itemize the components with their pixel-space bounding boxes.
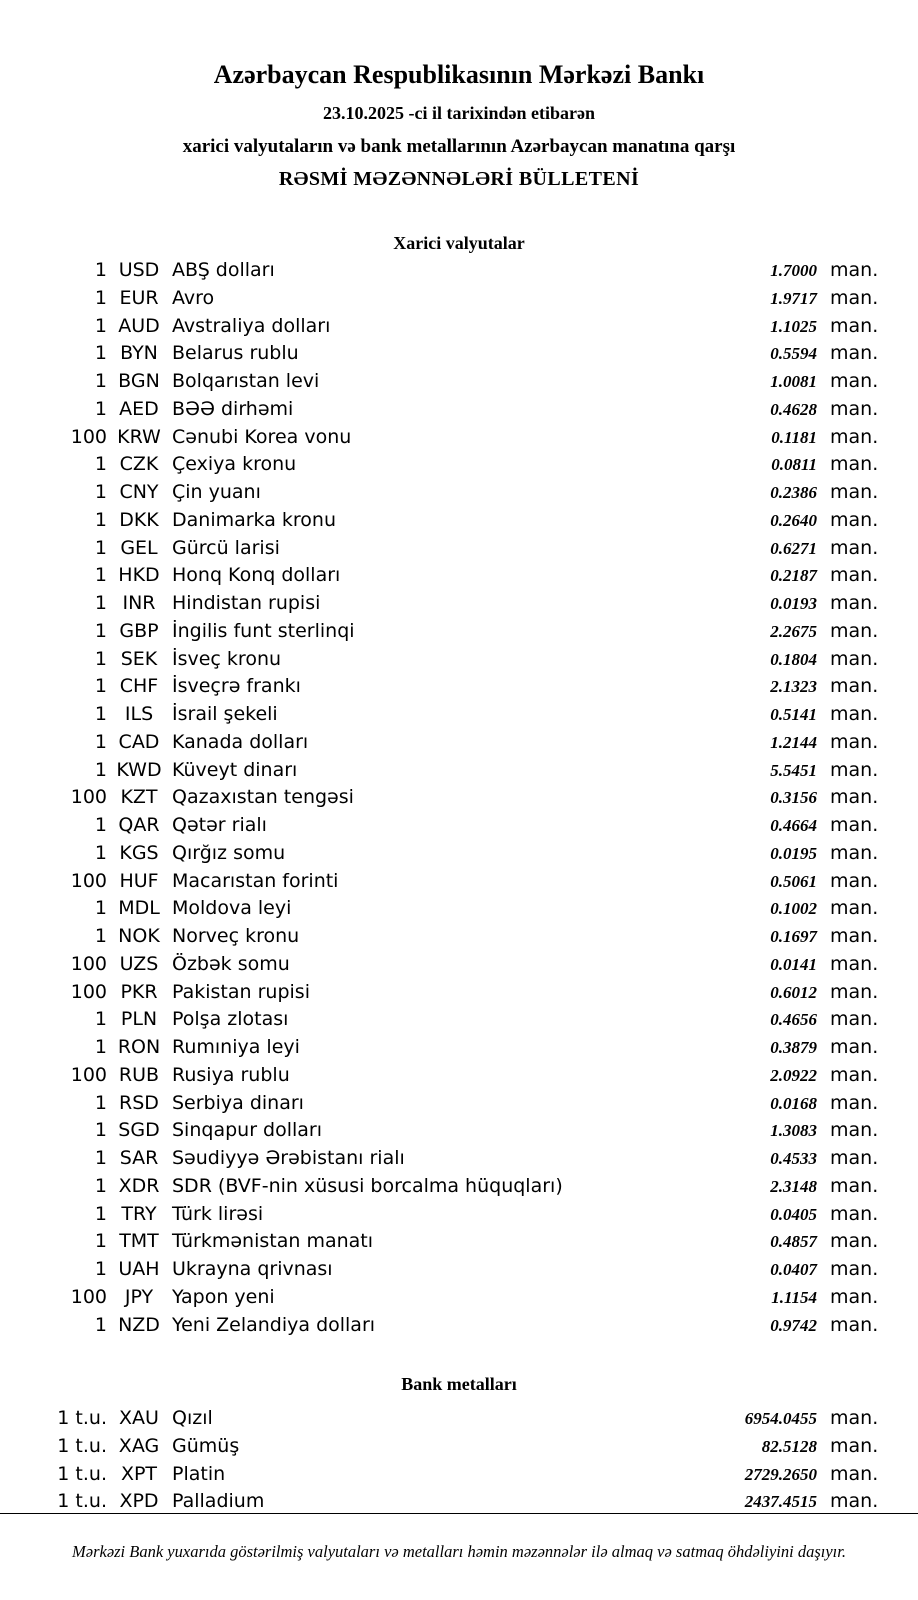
currency-name-cell: Rumıniya leyi [172, 1036, 300, 1058]
currency-name-cell: Rusiya rublu [172, 1063, 290, 1086]
rate-row [0, 618, 918, 646]
currency-name-cell: BƏƏ dirhəmi [172, 397, 294, 420]
rate-value-cell: 0.0405 [770, 1204, 817, 1224]
rate-value-cell: 1.0081 [770, 372, 817, 391]
unit-suffix-cell: man. [830, 453, 879, 476]
currency-code-cell: AED [119, 397, 159, 420]
quantity-cell: 1 [94, 453, 107, 476]
rate-value-cell: 1.9717 [770, 288, 817, 308]
quantity-cell: 1 [94, 1091, 107, 1114]
currency-code-cell: MDL [118, 897, 160, 920]
quantity-cell: 1 [94, 286, 107, 309]
rate-value-cell: 1.3083 [770, 1121, 817, 1141]
unit-suffix-cell: man. [830, 1285, 879, 1308]
currency-code-cell: DKK [119, 508, 159, 531]
currency-code-cell: QAR [118, 814, 160, 836]
quantity-cell: 1 [94, 925, 107, 947]
rate-value-cell: 0.0195 [770, 843, 817, 863]
unit-suffix-cell: man. [830, 869, 879, 892]
unit-suffix-cell: man. [830, 1258, 879, 1280]
currency-name-cell: Avro [172, 286, 215, 309]
currency-name-cell: SDR (BVF-nin xüsusi borcalma hüquqları) [172, 1174, 563, 1197]
currency-code-cell: KWD [116, 758, 162, 781]
quantity-cell: 1 [94, 1036, 107, 1058]
currency-code-cell: SAR [119, 1147, 159, 1169]
currency-name-cell: Avstraliya dolları [172, 314, 331, 337]
currency-code-cell: XDR [118, 1174, 160, 1197]
currency-name-cell: Çin yuanı [172, 481, 261, 503]
rate-row [0, 396, 918, 424]
currency-code-cell: KRW [117, 425, 161, 448]
rate-value-cell: 0.3879 [770, 1038, 817, 1057]
currency-name-cell: Belarus rublu [172, 342, 299, 365]
rate-row [0, 757, 918, 785]
rate-row [0, 590, 918, 618]
rate-row [0, 979, 918, 1007]
quantity-cell: 100 [70, 1063, 107, 1086]
rate-row [0, 729, 918, 757]
quantity-cell: 100 [70, 869, 107, 892]
unit-suffix-cell: man. [830, 758, 879, 781]
currency-name-cell: İsveç kronu [172, 647, 282, 670]
rate-value-cell: 1.1025 [770, 316, 817, 336]
currency-name-cell: Küveyt dinarı [172, 758, 298, 781]
rate-value-cell: 2.3148 [770, 1176, 817, 1196]
currency-name-cell: Yeni Zelandiya dolları [172, 1313, 376, 1336]
currency-code-cell: AUD [118, 314, 160, 337]
footer-divider [0, 1513, 918, 1514]
quantity-cell: 1 [94, 1147, 107, 1169]
rate-value-cell: 5.5451 [770, 760, 817, 780]
quantity-cell: 1 [94, 259, 107, 281]
rate-value-cell: 2437.4515 [744, 1492, 817, 1512]
currency-code-cell: RSD [119, 1091, 159, 1114]
rate-row [0, 562, 918, 590]
rate-value-cell: 0.3156 [770, 788, 817, 808]
unit-suffix-cell: man. [830, 1008, 879, 1031]
unit-suffix-cell: man. [830, 1147, 879, 1169]
rate-row [0, 951, 918, 979]
currency-name-cell: Gümüş [172, 1434, 240, 1457]
rate-value-cell: 2.2675 [770, 621, 817, 641]
quantity-cell: 1 [94, 481, 107, 503]
rate-value-cell: 0.0407 [770, 1260, 817, 1279]
quantity-cell: 1 [94, 1313, 107, 1336]
currency-name-cell: Macarıstan forinti [172, 869, 339, 892]
unit-suffix-cell: man. [830, 1230, 879, 1253]
unit-suffix-cell: man. [830, 1063, 879, 1086]
currency-code-cell: CHF [119, 675, 159, 698]
currency-code-cell: KZT [120, 786, 158, 809]
rate-row [0, 257, 918, 285]
unit-suffix-cell: man. [830, 370, 879, 392]
unit-suffix-cell: man. [830, 1313, 879, 1336]
rate-value-cell: 0.5594 [770, 344, 817, 364]
currency-code-cell: JPY [124, 1285, 154, 1308]
unit-suffix-cell: man. [830, 980, 879, 1003]
rate-row [0, 701, 918, 729]
currency-code-cell: XAG [118, 1434, 160, 1457]
unit-suffix-cell: man. [830, 536, 879, 559]
currency-name-cell: Cənubi Korea vonu [172, 425, 352, 448]
quantity-cell: 1 [94, 814, 107, 836]
rate-row [0, 368, 918, 396]
currency-name-cell: Ukrayna qrivnası [172, 1258, 333, 1280]
quantity-cell: 1 [94, 370, 107, 392]
quantity-cell: 1 [94, 397, 107, 420]
rate-value-cell: 0.1002 [770, 899, 817, 919]
rate-row [0, 1312, 918, 1340]
currency-code-cell: PKR [120, 980, 158, 1003]
currency-name-cell: Türkmənistan manatı [172, 1230, 374, 1253]
unit-suffix-cell: man. [830, 841, 879, 864]
rate-value-cell: 0.4533 [770, 1149, 817, 1168]
bulletin-heading: RƏSMİ MƏZƏNNƏLƏRİ BÜLLETENİ [278, 168, 640, 190]
currency-name-cell: Honq Konq dolları [172, 564, 341, 587]
currency-name-cell: ABŞ dolları [172, 259, 275, 281]
rate-row [0, 1117, 918, 1145]
rate-row [0, 424, 918, 452]
rate-value-cell: 1.1154 [771, 1287, 817, 1307]
rate-row [0, 895, 918, 923]
currency-code-cell: PLN [120, 1008, 158, 1031]
rate-row [0, 923, 918, 951]
unit-suffix-cell: man. [830, 397, 879, 420]
currency-code-cell: HKD [118, 564, 160, 587]
currency-name-cell: Qırğız somu [172, 841, 286, 864]
currency-name-cell: Sinqapur dolları [172, 1119, 323, 1142]
currency-code-cell: XAU [119, 1407, 159, 1429]
currency-code-cell: XPD [119, 1490, 159, 1513]
rate-value-cell: 1.2144 [770, 732, 817, 752]
currency-code-cell: ILS [124, 703, 154, 725]
rate-row [0, 1405, 918, 1433]
rate-value-cell: 0.6012 [770, 982, 817, 1002]
quantity-cell: 100 [70, 952, 107, 975]
currency-code-cell: NZD [118, 1313, 160, 1336]
currency-code-cell: TMT [119, 1230, 159, 1253]
unit-suffix-cell: man. [830, 703, 879, 725]
unit-suffix-cell: man. [830, 1462, 879, 1485]
currency-code-cell: BGN [118, 370, 160, 392]
rate-row [0, 1228, 918, 1256]
rate-value-cell: 0.0168 [770, 1093, 817, 1113]
quantity-cell: 1 t.u. [57, 1490, 107, 1513]
rate-value-cell: 82.5128 [761, 1436, 817, 1456]
quantity-cell: 1 [94, 841, 107, 864]
rate-row [0, 340, 918, 368]
quantity-cell: 1 [94, 592, 107, 614]
currency-name-cell: Qızıl [172, 1407, 213, 1429]
rate-value-cell: 0.2640 [770, 510, 817, 530]
currency-name-cell: Palladium [172, 1490, 265, 1513]
currency-name-cell: Platin [172, 1462, 226, 1485]
currency-name-cell: Səudiyyə Ərəbistanı rialı [172, 1147, 405, 1169]
unit-suffix-cell: man. [830, 342, 879, 365]
currency-name-cell: Serbiya dinarı [172, 1091, 304, 1114]
unit-suffix-cell: man. [830, 314, 879, 337]
quantity-cell: 100 [70, 980, 107, 1003]
unit-suffix-cell: man. [830, 814, 879, 836]
currency-name-cell: Polşa zlotası [172, 1008, 289, 1031]
currency-name-cell: Gürcü larisi [172, 536, 280, 559]
footer-note: Mərkəzi Bank yuxarıda göstərilmiş valyutaları və metalları həmin məzənnələr ilə almaq və satmaq öhdəliyini daşıyır. [72, 1542, 846, 1561]
rate-row [0, 1034, 918, 1062]
quantity-cell: 1 [94, 508, 107, 531]
quantity-cell: 100 [70, 1285, 107, 1308]
quantity-cell: 1 [94, 758, 107, 781]
subtitle-line: xarici valyutaların və bank metallarının Azərbaycan manatına qarşı [182, 136, 736, 157]
rate-row [0, 840, 918, 868]
rate-value-cell: 0.9742 [770, 1315, 817, 1335]
quantity-cell: 100 [70, 425, 107, 448]
rate-row [0, 535, 918, 563]
metals-table [0, 1405, 918, 1516]
page-title: Azərbaycan Respublikasının Mərkəzi Bankı [213, 60, 705, 89]
quantity-cell: 1 [94, 647, 107, 670]
currency-code-cell: EUR [119, 286, 159, 309]
unit-suffix-cell: man. [830, 564, 879, 587]
quantity-cell: 1 [94, 1258, 107, 1280]
currency-name-cell: Yapon yeni [172, 1285, 275, 1308]
unit-suffix-cell: man. [830, 481, 879, 503]
rate-row [0, 812, 918, 840]
currency-code-cell: UAH [118, 1258, 160, 1280]
rate-row [0, 1201, 918, 1229]
rate-value-cell: 2729.2650 [744, 1464, 817, 1484]
rate-row [0, 451, 918, 479]
rate-row [0, 1284, 918, 1312]
rate-row [0, 646, 918, 674]
rate-row [0, 1461, 918, 1489]
currency-name-cell: İsrail şekeli [172, 703, 278, 725]
currency-name-cell: Hindistan rupisi [172, 592, 321, 614]
unit-suffix-cell: man. [830, 1490, 879, 1513]
currency-code-cell: GBP [119, 619, 159, 642]
rate-value-cell: 0.5061 [770, 871, 817, 891]
quantity-cell: 1 [94, 619, 107, 642]
unit-suffix-cell: man. [830, 508, 879, 531]
quantity-cell: 1 [94, 1230, 107, 1253]
rate-row [0, 479, 918, 507]
rate-value-cell: 0.1804 [770, 649, 817, 669]
currency-name-cell: İngilis funt sterlinqi [172, 619, 355, 642]
rate-row [0, 1006, 918, 1034]
unit-suffix-cell: man. [830, 925, 879, 947]
currency-code-cell: GEL [120, 536, 158, 559]
rate-row [0, 1256, 918, 1284]
currency-code-cell: SGD [118, 1119, 160, 1142]
currency-name-cell: Moldova leyi [172, 897, 292, 920]
unit-suffix-cell: man. [830, 952, 879, 975]
rate-value-cell: 0.4857 [770, 1232, 817, 1252]
rate-row [0, 868, 918, 896]
rate-value-cell: 0.4628 [770, 399, 817, 419]
unit-suffix-cell: man. [830, 425, 879, 448]
rate-value-cell: 0.4656 [770, 1010, 817, 1030]
quantity-cell: 1 [94, 1008, 107, 1031]
rate-value-cell: 1.7000 [770, 261, 817, 280]
quantity-cell: 1 t.u. [57, 1434, 107, 1457]
currency-name-cell: İsveçrə frankı [172, 675, 301, 698]
unit-suffix-cell: man. [830, 592, 879, 614]
rate-value-cell: 0.4664 [770, 816, 817, 835]
quantity-cell: 1 [94, 897, 107, 920]
rate-row [0, 1433, 918, 1461]
currency-code-cell: RUB [118, 1063, 160, 1086]
currency-code-cell: XPT [120, 1462, 158, 1485]
currency-code-cell: CAD [118, 730, 160, 753]
currency-name-cell: Bolqarıstan levi [172, 370, 320, 392]
rate-value-cell: 0.0141 [770, 954, 817, 974]
currency-code-cell: UZS [119, 952, 159, 975]
quantity-cell: 1 [94, 730, 107, 753]
effective-date-line: 23.10.2025 -ci il tarixindən etibarən [323, 103, 595, 123]
rate-row [0, 1062, 918, 1090]
quantity-cell: 1 [94, 342, 107, 365]
unit-suffix-cell: man. [830, 1202, 879, 1225]
rate-row [0, 1145, 918, 1173]
unit-suffix-cell: man. [830, 897, 879, 920]
quantity-cell: 1 [94, 564, 107, 587]
quantity-cell: 100 [70, 786, 107, 809]
rate-row [0, 673, 918, 701]
rate-row [0, 313, 918, 341]
currencies-table [0, 257, 918, 1339]
unit-suffix-cell: man. [830, 1091, 879, 1114]
unit-suffix-cell: man. [830, 1174, 879, 1197]
unit-suffix-cell: man. [830, 647, 879, 670]
currency-name-cell: Türk lirəsi [172, 1202, 264, 1225]
currency-code-cell: BYN [120, 342, 158, 365]
rate-value-cell: 0.0811 [771, 455, 817, 475]
unit-suffix-cell: man. [830, 730, 879, 753]
rate-value-cell: 0.1181 [771, 427, 817, 447]
rate-row [0, 784, 918, 812]
currency-name-cell: Özbək somu [172, 952, 290, 975]
rate-value-cell: 0.1697 [770, 927, 817, 946]
currency-name-cell: Pakistan rupisi [172, 980, 310, 1003]
rate-row [0, 285, 918, 313]
rate-value-cell: 0.5141 [770, 705, 817, 724]
unit-suffix-cell: man. [830, 1036, 879, 1058]
unit-suffix-cell: man. [830, 675, 879, 698]
quantity-cell: 1 [94, 703, 107, 725]
currency-code-cell: INR [122, 592, 156, 614]
currency-code-cell: CNY [119, 481, 159, 503]
rate-value-cell: 2.0922 [770, 1065, 817, 1085]
unit-suffix-cell: man. [830, 619, 879, 642]
rate-value-cell: 6954.0455 [744, 1409, 817, 1428]
currency-name-cell: Danimarka kronu [172, 508, 337, 531]
currency-code-cell: TRY [121, 1202, 157, 1225]
unit-suffix-cell: man. [830, 1434, 879, 1457]
rate-value-cell: 0.2386 [770, 483, 817, 502]
quantity-cell: 1 [94, 1174, 107, 1197]
currency-code-cell: SEK [120, 647, 158, 670]
currency-name-cell: Kanada dolları [172, 730, 309, 753]
metals-section-heading: Bank metalları [401, 1374, 517, 1394]
unit-suffix-cell: man. [830, 1407, 879, 1429]
unit-suffix-cell: man. [830, 786, 879, 809]
rate-value-cell: 0.0193 [770, 594, 817, 613]
quantity-cell: 1 [94, 1202, 107, 1225]
unit-suffix-cell: man. [830, 259, 879, 281]
quantity-cell: 1 [94, 675, 107, 698]
rate-row [0, 1090, 918, 1118]
currency-code-cell: RON [117, 1036, 161, 1058]
rate-row [0, 1488, 918, 1516]
quantity-cell: 1 [94, 314, 107, 337]
quantity-cell: 1 t.u. [57, 1407, 107, 1429]
currency-code-cell: HUF [119, 869, 159, 892]
currency-code-cell: NOK [118, 925, 160, 947]
currency-name-cell: Çexiya kronu [172, 453, 297, 476]
unit-suffix-cell: man. [830, 286, 879, 309]
rate-row [0, 507, 918, 535]
currency-name-cell: Norveç kronu [172, 925, 300, 947]
unit-suffix-cell: man. [830, 1119, 879, 1142]
rate-value-cell: 0.6271 [770, 538, 817, 558]
currencies-section-heading: Xarici valyutalar [393, 233, 525, 253]
rate-row [0, 1173, 918, 1201]
rate-value-cell: 0.2187 [770, 566, 817, 586]
quantity-cell: 1 [94, 1119, 107, 1142]
currency-name-cell: Qətər rialı [172, 814, 267, 836]
rate-value-cell: 2.1323 [770, 677, 817, 697]
currency-name-cell: Qazaxıstan tengəsi [172, 786, 354, 809]
currency-code-cell: CZK [119, 453, 159, 476]
quantity-cell: 1 [94, 536, 107, 559]
currency-code-cell: KGS [119, 841, 159, 864]
quantity-cell: 1 t.u. [57, 1462, 107, 1485]
currency-code-cell: USD [118, 259, 160, 281]
